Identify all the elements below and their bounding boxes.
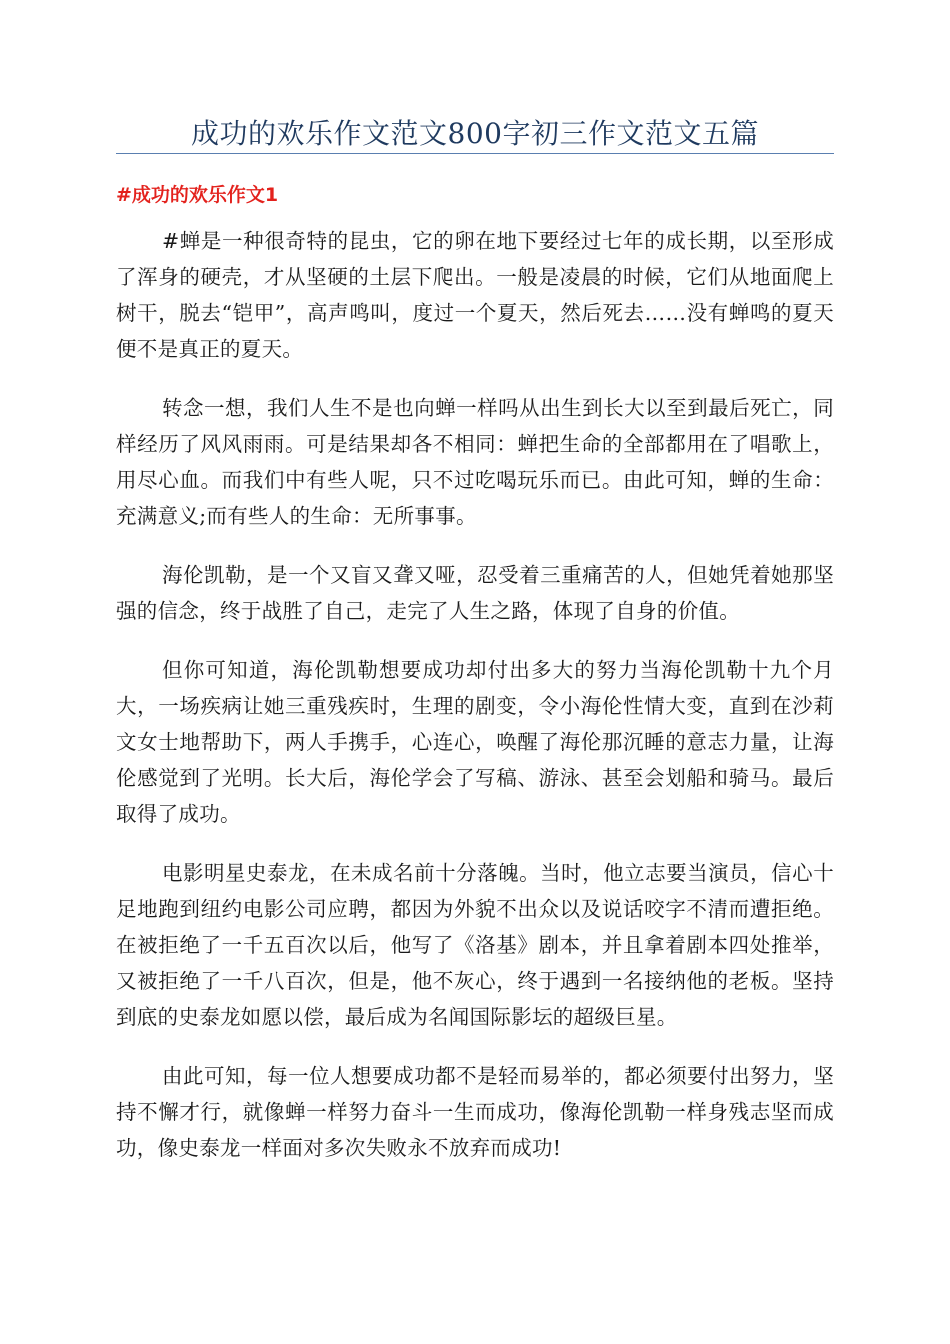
- paragraph-6: 由此可知，每一位人想要成功都不是轻而易举的，都必须要付出努力，坚持不懈才行，就像蝉一样努力奋斗一生而成功，像海伦凯勒一样身残志坚而成功，像史泰龙一样面对多次失败永不放弃而成功!: [116, 1064, 834, 1160]
- paragraph-5: 电影明星史泰龙，在未成名前十分落魄。当时，他立志要当演员，信心十足地跑到纽约电影公司应聘，都因为外貌不出众以及说话咬字不清而遭拒绝。在被拒绝了一千五百次以后，他写了《洛基》剧本，并且拿着剧本四处推举，又被拒绝了一千八百次，但是，他不灰心，终于遇到一名接纳他的老板。坚持到底的史泰龙如愿以偿，最后成为名闻国际影坛的超级巨星。: [116, 861, 834, 1029]
- title-underline: [116, 153, 834, 154]
- document-title: 成功的欢乐作文范文800字初三作文范文五篇: [191, 117, 759, 150]
- section-heading: #成功的欢乐作文1: [116, 184, 279, 206]
- paragraph-2: 转念一想，我们人生不是也向蝉一样吗从出生到长大以至到最后死亡，同样经历了风风雨雨。可是结果却各不相同：蝉把生命的全部都用在了唱歌上，用尽心血。而我们中有些人呢，只不过吃喝玩乐而已。由此可知，蝉的生命：充满意义;而有些人的生命：无所事事。: [116, 396, 834, 528]
- paragraph-1: #蝉是一种很奇特的昆虫，它的卵在地下要经过七年的成长期，以至形成了浑身的硬壳，才从坚硬的土层下爬出。一般是凌晨的时候，它们从地面爬上树干，脱去“铠甲”，高声鸣叫，度过一个夏天，然后死去……没有蝉鸣的夏天便不是真正的夏天。: [116, 229, 834, 361]
- article-body: [116, 223, 834, 1189]
- paragraph-4: 但你可知道，海伦凯勒想要成功却付出多大的努力当海伦凯勒十九个月大，一场疾病让她三重残疾时，生理的剧变，令小海伦性情大变，直到在沙莉文女士地帮助下，两人手携手，心连心，唤醒了海伦那沉睡的意志力量，让海伦感觉到了光明。长大后，海伦学会了写稿、游泳、甚至会划船和骑马。最后取得了成功。: [116, 658, 834, 826]
- paragraph-3: 海伦凯勒，是一个又盲又聋又哑，忍受着三重痛苦的人，但她凭着她那坚强的信念，终于战胜了自己，走完了人生之路，体现了自身的价值。: [116, 563, 834, 623]
